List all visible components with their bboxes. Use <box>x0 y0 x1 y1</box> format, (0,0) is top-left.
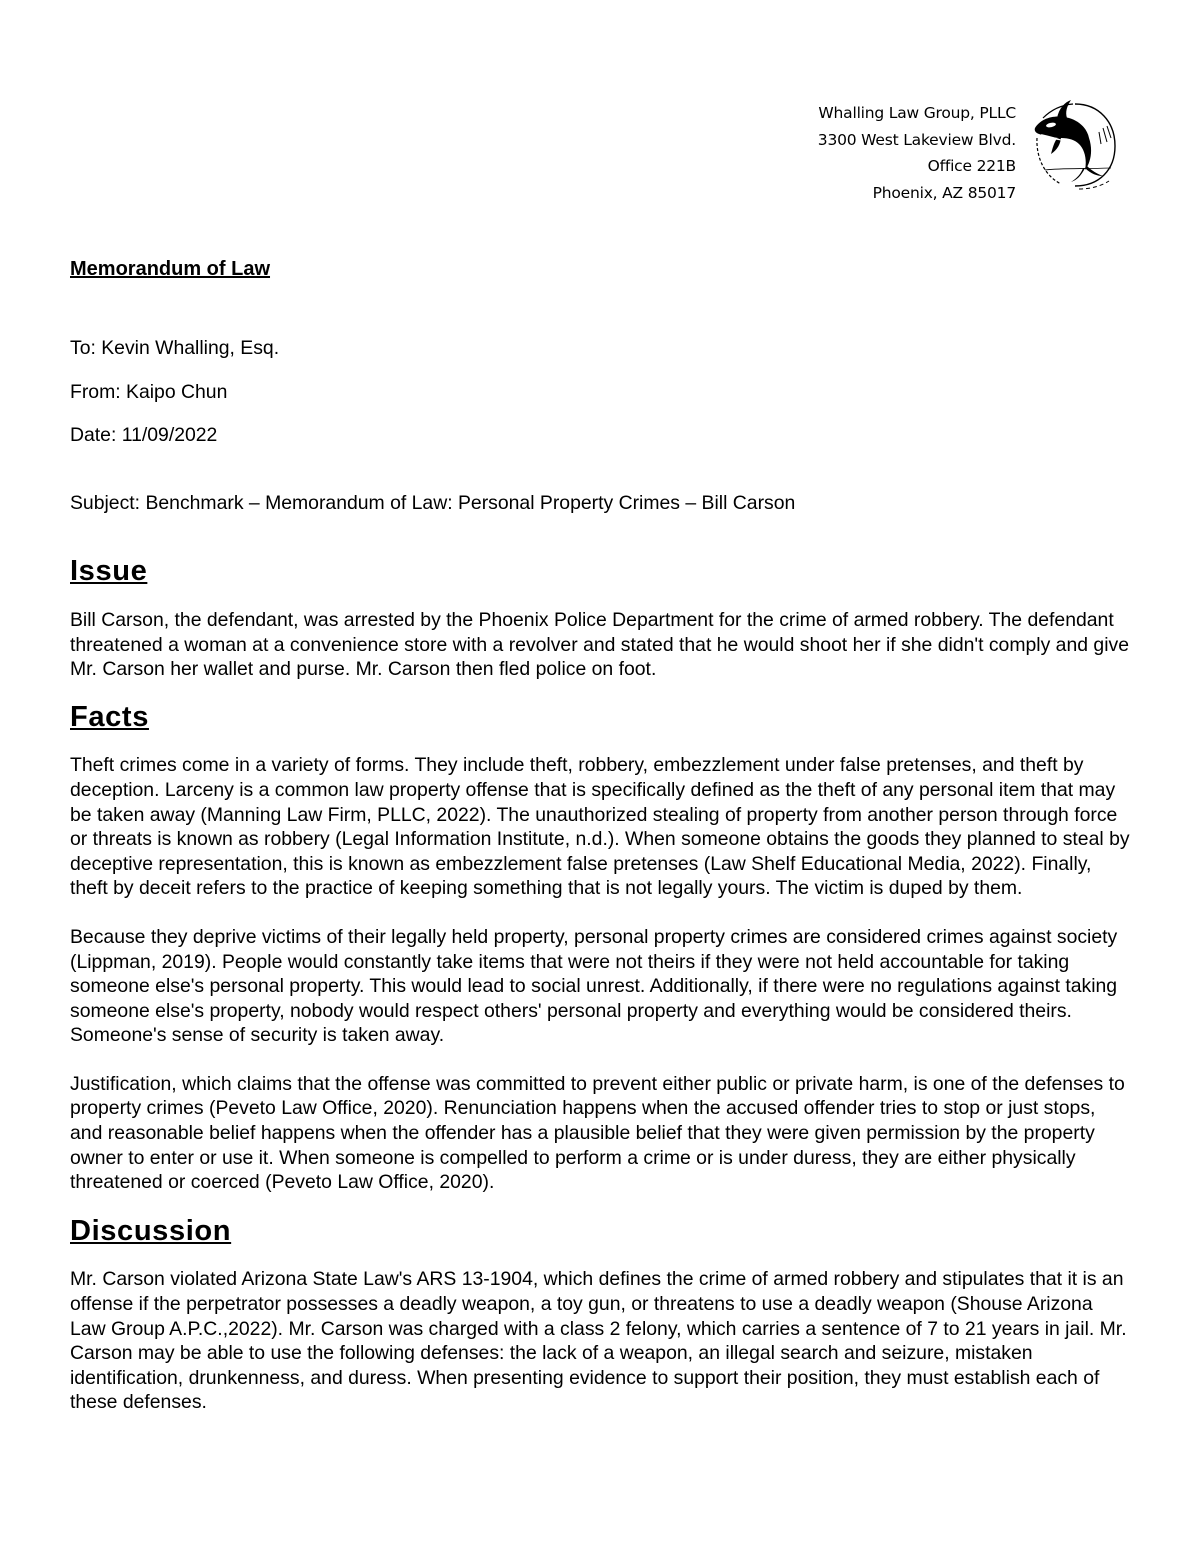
page-title: Memorandum of Law <box>70 258 271 280</box>
facts-paragraph-2: Because they deprive victims of their legally held property, personal property crimes are considered crimes against society (Lippman, 2019). People would constantly take items that were not theirs if they were not held accountable for taking someone else's personal property. This would lead to social unrest. Additionally, if there were no regulations against taking someone else's property, nobody would respect others' personal property and everything would be considered theirs. Someone's sense of security is taken away. <box>70 925 1118 1047</box>
memo-to: To: Kevin Whalling, Esq. <box>70 337 280 359</box>
memo-date: Date: 11/09/2022 <box>70 424 218 447</box>
facts-paragraph-3: Justification, which claims that the offense was committed to prevent either public or private harm, is one of the defenses to property crimes (Peveto Law Office, 2020). Renunciation happens when the accused offender tries to stop or just stops, and reasonable belief happens when the offender has a plausible belief that they were given permission by the property owner to enter or use it. When someone is compelled to perform a crime or is under duress, they are either physically threatened or coerced (Peveto Law Office, 2020). <box>70 1072 1125 1194</box>
issue-paragraph: Bill Carson, the defendant, was arrested by the Phoenix Police Department for the crime of armed robbery. The defendant threatened a woman at a convenience store with a revolver and stated that he would shoot her if she didn't comply and give Mr. Carson her wallet and purse. Mr. Carson then fled police on foot. <box>70 608 1129 681</box>
orca-whale-logo-icon <box>1031 98 1119 196</box>
street-address: 3300 West Lakeview Blvd. <box>817 130 1016 149</box>
facts-paragraph-1: Theft crimes come in a variety of forms. They include theft, robbery, embezzlement under false pretenses, and theft by deception. Larceny is a common law property offense that is specifically defined as the theft of any personal item that may be taken away (Manning Law Firm, PLLC, 2022). The unauthorized stealing of property from another person through force or threats is known as robbery (Legal Information Institute, n.d.). When someone obtains the goods they planned to steal by deceptive representation, this is known as embezzlement false pretenses (Law Shelf Educational Media, 2022). Finally, theft by deceit refers to the practice of keeping something that is not legally yours. The victim is duped by them. <box>70 754 1130 900</box>
firm-name: Whalling Law Group, PLLC <box>818 104 1016 122</box>
facts-heading: Facts <box>70 700 149 733</box>
memo-body <box>70 255 1130 1415</box>
discussion-paragraph: Mr. Carson violated Arizona State Law's ARS 13-1904, which defines the crime of armed robbery and stipulates that it is an offense if the perpetrator possesses a deadly weapon, a toy gun, or threatens to use a deadly weapon (Shouse Arizona Law Group A.P.C.,2022). Mr. Carson was charged with a class 2 felony, which carries a sentence of 7 to 21 years in jail. Mr. Carson may be able to use the following defenses: the lack of a weapon, an illegal search and seizure, mistaken identification, drunkenness, and duress. When presenting evidence to support their position, they must establish each of these defenses. <box>70 1268 1127 1414</box>
issue-heading: Issue <box>70 555 148 588</box>
discussion-heading: Discussion <box>70 1214 232 1247</box>
city-state-zip: Phoenix, AZ 85017 <box>872 183 1016 202</box>
memo-from: From: Kaipo Chun <box>70 380 228 403</box>
office-number: Office 221B <box>927 157 1016 175</box>
letterhead-address <box>818 100 1016 206</box>
memo-subject: Subject: Benchmark – Memorandum of Law: Personal Property Crimes – Bill Carson <box>70 491 796 514</box>
